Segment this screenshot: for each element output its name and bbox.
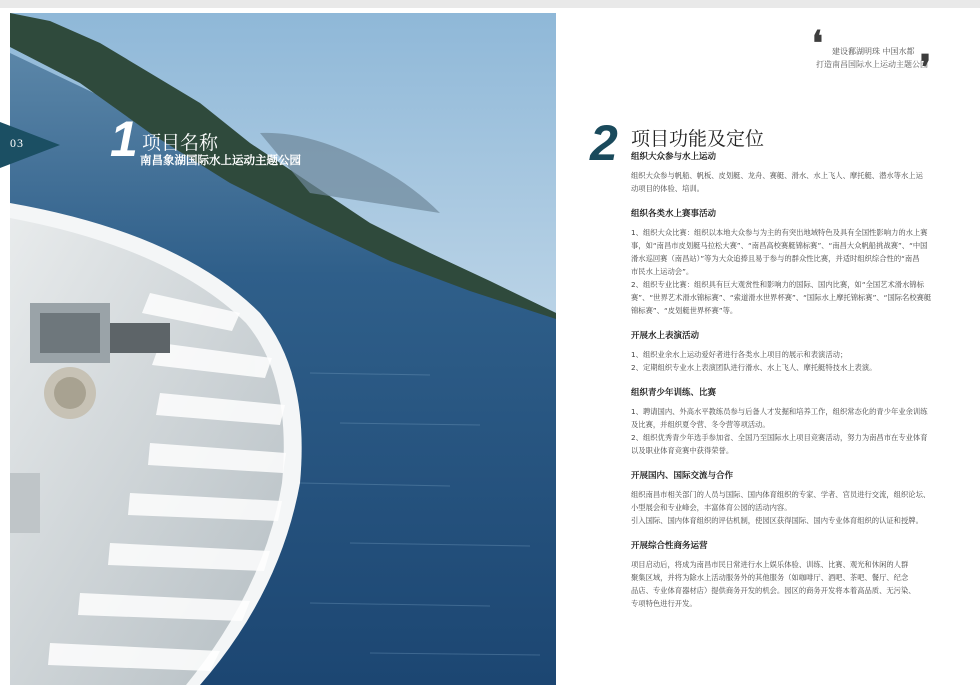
block-line: 项目启动后，将成为南昌市民日常进行水上娱乐体验、训练、比赛、观光和休闲的人群	[631, 560, 909, 569]
block-heading: 组织大众参与水上运动	[631, 152, 717, 162]
section1-subtitle: 南昌象湖国际水上运动主题公园	[140, 153, 301, 167]
block-heading: 组织各类水上赛事活动	[631, 209, 717, 219]
section1-title: 项目名称	[142, 132, 219, 154]
block-line: 品店、专业体育器材店）提供商务开发的机会。园区的商务开发将本着高品质、无污染、	[631, 586, 916, 595]
block-heading: 开展水上表演活动	[631, 331, 700, 341]
block-events	[631, 209, 937, 317]
page-number: 03	[10, 136, 24, 150]
quote-open-mark: ❛	[812, 26, 823, 63]
block-line: 动项目的体验、培训。	[631, 184, 704, 193]
block-line: 引入国际、国内体育组织的评估机制，使园区获得国际、国内专业体育组织的认证和授牌。	[631, 516, 923, 525]
block-line: 滑水巡回赛（南昌站）”等为大众追捧且易于参与的群众性比赛，并适时组织综合性的“南昌	[631, 254, 920, 263]
block-heading: 开展综合性商务运营	[631, 541, 708, 551]
block-business	[631, 541, 937, 610]
section1-number: 1	[110, 111, 138, 167]
quote-line-1: 建设鄱湖明珠 中国水都	[832, 47, 915, 56]
block-line: 组织南昌市相关部门的人员与国际、国内体育组织的专家、学者、官员进行交流，组织论坛、	[631, 490, 931, 499]
block-line: 事，如“南昌市皮划艇马拉松大赛”、“南昌高校赛艇锦标赛”、“南昌大众帆船挑战赛”、“中国	[631, 241, 928, 250]
ship-bow-photo	[10, 13, 556, 685]
block-line: 聚集区域，并将为除水上活动服务外的其他服务（如咖啡厅、酒吧、茶吧、餐厅、纪念	[631, 573, 909, 582]
block-line: 锦标赛”、“皮划艇世界杯赛”等。	[631, 306, 738, 315]
block-line: 2、定期组织专业水上表演团队进行滑水、水上飞人、摩托艇特技水上表演。	[631, 363, 877, 372]
block-line: 市民水上运动会”。	[631, 267, 694, 276]
quote-line-2: 打造南昌国际水上运动主题公园	[816, 60, 928, 69]
page-tab	[0, 122, 60, 168]
block-line: 组织大众参与帆船、帆板、皮划艇、龙舟、赛艇、滑水、水上飞人、摩托艇、潜水等水上运	[631, 171, 923, 180]
block-line: 2、组织优秀青少年选手参加省、全国乃至国际水上项目竞赛活动，努力为南昌市在专业体育	[631, 433, 928, 442]
block-line: 专项特色进行开发。	[631, 599, 697, 608]
block-exchange	[631, 471, 937, 527]
top-border	[0, 0, 980, 8]
section2-content	[631, 152, 937, 624]
block-performances	[631, 331, 937, 374]
block-line: 2、组织专业比赛：组织具有巨大观赏性和影响力的国际、国内比赛，如“全国艺术滑水锦标	[631, 280, 924, 289]
block-public-participation	[631, 152, 937, 195]
block-line: 及比赛，并组织夏令营、冬令营等项活动。	[631, 420, 770, 429]
block-line: 赛”、“世界艺术滑水锦标赛”、“索道滑水世界杯赛”、“国际水上摩托锦标赛”、“国际名校赛艇	[631, 293, 932, 302]
section2-title: 项目功能及定位	[631, 128, 765, 150]
block-line: 小型展会和专业峰会，丰富体育公园的活动内容。	[631, 503, 792, 512]
block-line: 1、组织大众比赛：组织以本地大众参与为主的有突出地域特色及具有全国性影响力的水上赛	[631, 228, 928, 237]
block-heading: 组织青少年训练、比赛	[631, 388, 717, 398]
section2-number: 2	[590, 115, 618, 171]
block-line: 以及职业体育竞赛中获得荣誉。	[631, 446, 734, 455]
block-line: 1、聘请国内、外高水平教练员参与后备人才发掘和培养工作，组织常态化的青少年业余训练	[631, 407, 928, 416]
block-line: 1、组织业余水上运动爱好者进行各类水上项目的展示和表演活动；	[631, 350, 848, 359]
block-youth-training	[631, 388, 937, 457]
quote-close-mark: ❜	[920, 50, 931, 87]
block-heading: 开展国内、国际交流与合作	[631, 471, 734, 481]
